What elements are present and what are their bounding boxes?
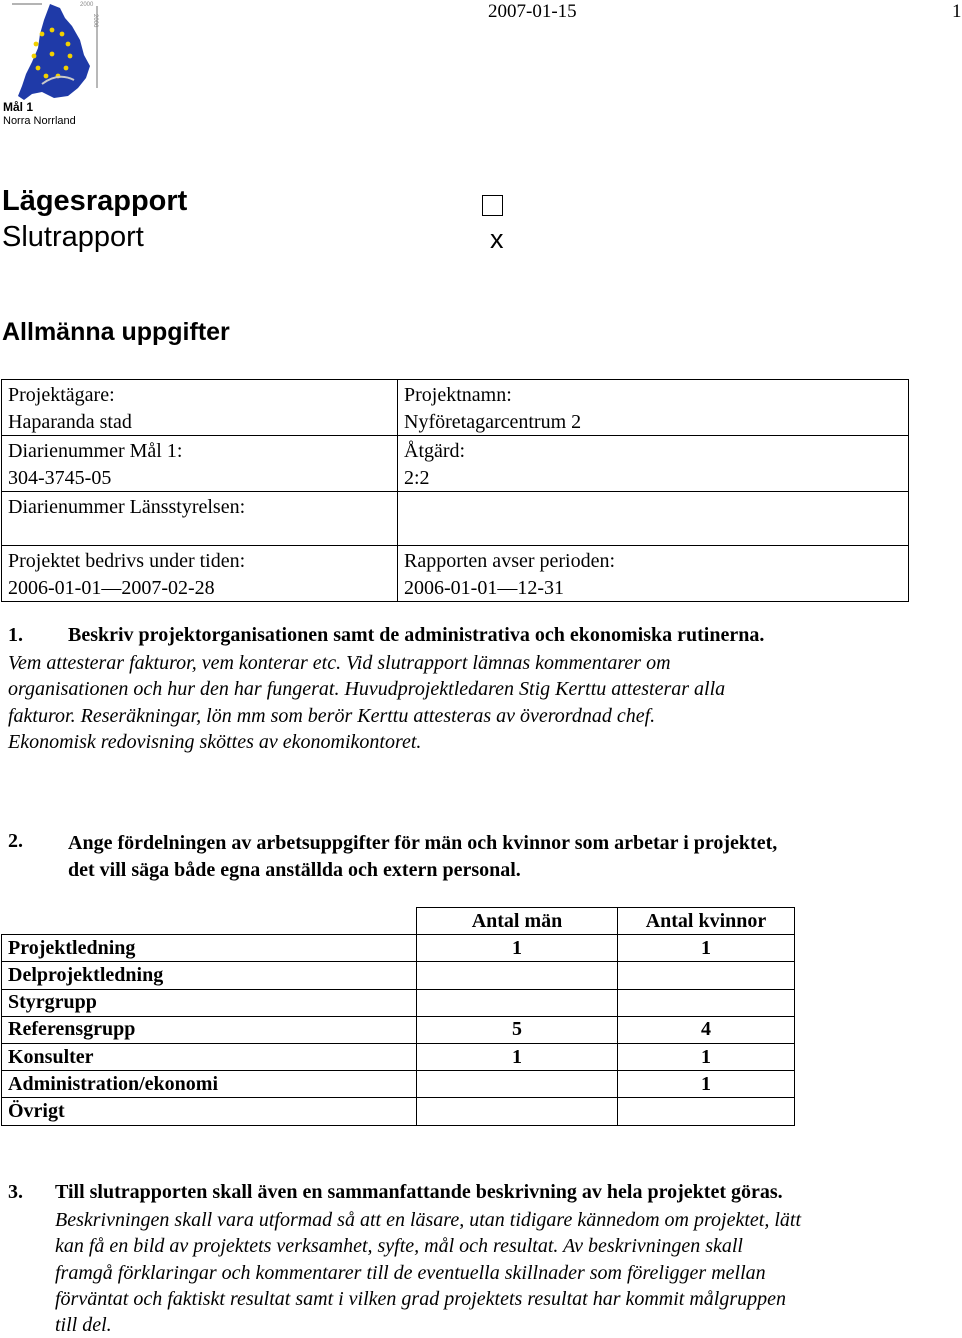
question3-line: kan få en bild av projektets verksamhet, syfte, mål och resultat. Av beskrivningen skall xyxy=(55,1235,743,1258)
measure-value: 2:2 xyxy=(404,466,430,489)
table-row xyxy=(2,935,795,962)
lagesrapport-checkbox[interactable] xyxy=(482,195,503,216)
table-corner xyxy=(2,908,417,935)
men-count: 5 xyxy=(417,1016,618,1043)
question3-body xyxy=(55,1207,801,1338)
table-row xyxy=(2,989,795,1016)
project-owner-label: Projektägare: xyxy=(8,384,115,406)
col-header-women: Antal kvinnor xyxy=(618,908,795,935)
question1-body xyxy=(8,650,725,755)
diary-lan-label: Diarienummer Länsstyrelsen: xyxy=(8,496,246,518)
question1-line: Ekonomisk redovisning sköttes av ekonomikontoret. xyxy=(8,730,422,753)
logo-arc-text-left: 2000 xyxy=(80,2,94,8)
project-name-cell xyxy=(398,380,909,436)
logo-text-mal1: Mål 1 xyxy=(3,100,34,114)
row-label: Delprojektledning xyxy=(2,962,417,989)
project-period-value: 2006-01-01—2007-02-28 xyxy=(8,576,215,599)
question3-line: framgå förklaringar och kommentarer till de eventuella skillnader som föreligger mellan xyxy=(55,1261,766,1284)
women-count xyxy=(618,962,795,989)
question1-number: 1. xyxy=(8,624,23,646)
question2-title-line: det vill säga både egna anställda och extern personal. xyxy=(68,858,521,881)
project-owner-cell xyxy=(2,380,398,436)
report-period-cell xyxy=(398,546,909,602)
option-lagesrapport-label: Lägesrapport xyxy=(2,185,188,217)
row-label: Referensgrupp xyxy=(2,1016,417,1043)
mal1-norra-norrland-logo xyxy=(2,0,100,128)
project-period-label: Projektet bedrivs under tiden: xyxy=(8,550,246,572)
table-row xyxy=(2,1071,795,1098)
report-period-label: Rapporten avser perioden: xyxy=(404,550,616,572)
project-name-value: Nyföretagarcentrum 2 xyxy=(404,410,582,433)
question3-line: förväntat och faktiskt resultat samt i vilken grad projektets resultat har kommit målgruppen xyxy=(55,1287,787,1310)
men-count xyxy=(417,989,618,1016)
diary-mal1-value: 304-3745-05 xyxy=(8,466,112,489)
question1-line: fakturor. Reseräkningar, lön mm som berör Kerttu attesteras av överordnad chef. xyxy=(8,704,656,727)
women-count: 1 xyxy=(618,1043,795,1070)
table-row xyxy=(2,1098,795,1125)
women-count xyxy=(618,1098,795,1125)
question2-title xyxy=(68,830,777,883)
women-count: 4 xyxy=(618,1016,795,1043)
slutrapport-mark[interactable]: x xyxy=(490,224,504,254)
table-row xyxy=(2,1016,795,1043)
question1-line: organisationen och hur den har fungerat. Huvudprojektledaren Stig Kerttu attesterar alla xyxy=(8,678,726,701)
question2-title-line: Ange fördelningen av arbetsuppgifter för män och kvinnor som arbetar i projektet, xyxy=(68,832,778,854)
women-count: 1 xyxy=(618,1071,795,1098)
work-distribution-table xyxy=(1,907,795,1126)
project-period-cell xyxy=(2,546,398,602)
col-header-men: Antal män xyxy=(417,908,618,935)
men-count xyxy=(417,1098,618,1125)
men-count xyxy=(417,962,618,989)
men-count: 1 xyxy=(417,1043,618,1070)
empty-cell xyxy=(398,492,909,546)
question3-line: Beskrivningen skall vara utformad så att en läsare, utan tidigare kännedom om projektet, lätt xyxy=(55,1209,802,1231)
men-count: 1 xyxy=(417,935,618,962)
question3-line: till del. xyxy=(55,1314,112,1337)
row-label: Konsulter xyxy=(2,1043,417,1070)
table-row xyxy=(2,962,795,989)
women-count xyxy=(618,989,795,1016)
question3-title: Till slutrapporten skall även en sammanfattande beskrivning av hela projektet göras. xyxy=(55,1181,783,1203)
diary-mal1-label: Diarienummer Mål 1: xyxy=(8,440,183,462)
logo-graphic xyxy=(2,0,100,128)
question1-line: Vem attesterar fakturor, vem konterar etc. Vid slutrapport lämnas kommentarer om xyxy=(8,652,671,674)
measure-cell xyxy=(398,436,909,492)
project-owner-value: Haparanda stad xyxy=(8,410,132,433)
project-name-label: Projektnamn: xyxy=(404,384,512,406)
section-heading-general: Allmänna uppgifter xyxy=(2,318,230,346)
question2-number: 2. xyxy=(8,830,23,852)
general-info-table xyxy=(1,379,909,602)
question3-number: 3. xyxy=(8,1181,23,1203)
logo-arc-text-right: 2006 xyxy=(92,14,98,28)
question1-title: Beskriv projektorganisationen samt de administrativa och ekonomiska rutinerna. xyxy=(68,624,765,646)
header-date: 2007-01-15 xyxy=(488,1,577,22)
women-count: 1 xyxy=(618,935,795,962)
logo-text-norra-norrland: Norra Norrland xyxy=(3,115,76,127)
page-number: 1 xyxy=(952,1,962,22)
diary-lan-cell xyxy=(2,492,398,546)
row-label: Administration/ekonomi xyxy=(2,1071,417,1098)
report-period-value: 2006-01-01—12-31 xyxy=(404,576,564,599)
men-count xyxy=(417,1071,618,1098)
row-label: Styrgrupp xyxy=(2,989,417,1016)
diary-mal1-cell xyxy=(2,436,398,492)
option-slutrapport-label: Slutrapport xyxy=(2,221,144,253)
row-label: Övrigt xyxy=(2,1098,417,1125)
measure-label: Åtgärd: xyxy=(404,440,466,462)
row-label: Projektledning xyxy=(2,935,417,962)
table-row xyxy=(2,1043,795,1070)
